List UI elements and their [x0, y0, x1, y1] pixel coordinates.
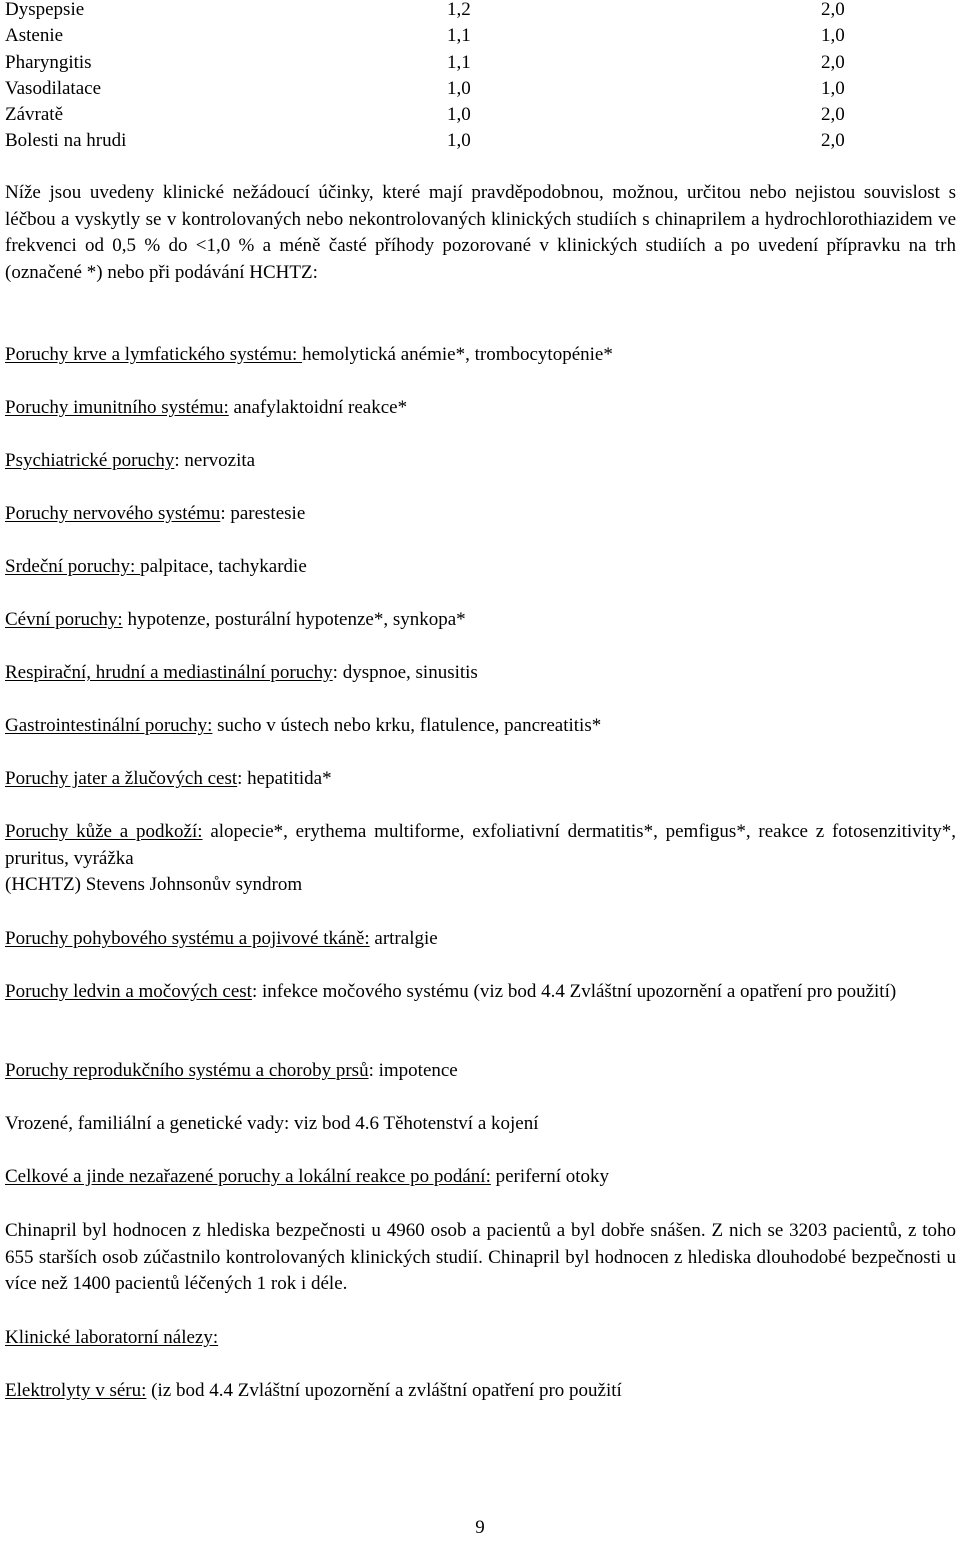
table-row	[5, 102, 956, 128]
table-row	[5, 76, 956, 102]
row-name: Bolesti na hrudi	[5, 130, 127, 151]
section-renal	[5, 979, 956, 1006]
section-text: : dyspnoe, sinusitis	[332, 662, 478, 683]
row-value-2: 1,0	[821, 25, 845, 46]
row-value-2: 2,0	[821, 130, 845, 151]
section-heading: Gastrointestinální poruchy:	[5, 715, 213, 736]
section-skin	[5, 819, 956, 872]
row-name: Dyspepsie	[5, 0, 85, 20]
section-text: : impotence	[368, 1060, 458, 1081]
section-heading: Poruchy kůže a podkoží:	[5, 821, 203, 842]
row-value-1: 1,1	[447, 25, 471, 46]
table-row	[5, 128, 956, 154]
safety-paragraph: Chinapril byl hodnocen z hlediska bezpečnosti u 4960 osob a pacientů a byl dobře snášen. Z nich se 3203 pacientů, z toho 655 starších osob zúčastnilo kontrolovaných klinických studií. Chinapril byl hodnocen z hlediska dlouhodobé bezpečnosti u více než 1400 pacientů léčených 1 rok i déle.	[5, 1220, 956, 1295]
electrolytes-section	[5, 1378, 956, 1405]
row-value-1: 1,2	[447, 0, 471, 20]
section-text: : parestesie	[220, 503, 306, 524]
row-value-2: 2,0	[821, 104, 845, 125]
section-text: : nervozita	[174, 450, 256, 471]
section-heading: Poruchy krve a lymfatického systému:	[5, 344, 303, 365]
section-congenital	[5, 1111, 956, 1138]
section-heading: Celkové a jinde nezařazené poruchy a lokální reakce po podání:	[5, 1166, 491, 1187]
section-heading: Poruchy jater a žlučových cest	[5, 768, 238, 789]
row-name: Závratě	[5, 104, 64, 125]
table-row	[5, 50, 956, 76]
section-text: palpitace, tachykardie	[140, 556, 307, 577]
intro-paragraph: Níže jsou uvedeny klinické nežádoucí účinky, které mají pravděpodobnou, možnou, určitou nebo nejistou souvislost s léčbou a vyskytly se v kontrolovaných nebo nekontrolovaných klinických studiích s chinaprilem a hydrochlorothiazidem ve frekvenci od 0,5 % do <1,0 % a méně časté příhody pozorované v klinických studiích a po uvedení přípravku na trh (označené *) nebo při podávání HCHTZ:	[5, 182, 956, 283]
section-heading: Poruchy nervového systému	[5, 503, 221, 524]
section-text: : hepatitida*	[237, 768, 332, 789]
section-reproductive	[5, 1058, 956, 1085]
section-heading: Poruchy reprodukčního systému a choroby prsů	[5, 1060, 369, 1081]
row-name: Vasodilatace	[5, 78, 102, 99]
section-text: hypotenze, posturální hypotenze*, synkopa*	[122, 609, 466, 630]
row-value-1: 1,0	[447, 78, 471, 99]
section-heading: Poruchy imunitního systému:	[5, 397, 229, 418]
section-liver	[5, 766, 956, 793]
section-text: alopecie*, erythema multiforme, exfoliativní dermatitis*, pemfigus*, reakce z fotosenzitivity*, pruritus, vyrážka	[5, 821, 956, 869]
table-row	[5, 23, 956, 49]
section-vascular	[5, 607, 956, 634]
section-respiratory	[5, 660, 956, 687]
row-value-2: 2,0	[821, 52, 845, 73]
section-general	[5, 1164, 956, 1191]
section-text: anafylaktoidní reakce*	[228, 397, 408, 418]
row-value-1: 1,1	[447, 52, 471, 73]
section-skin-extra: (HCHTZ) Stevens Johnsonův syndrom	[5, 874, 303, 895]
section-text: sucho v ústech nebo krku, flatulence, pancreatitis*	[212, 715, 602, 736]
section-text: Vrozené, familiální a genetické vady: viz bod 4.6 Těhotenství a kojení	[5, 1113, 539, 1134]
lab-findings-heading	[5, 1325, 956, 1352]
section-heading: Psychiatrické poruchy	[5, 450, 175, 471]
row-value-2: 1,0	[821, 78, 845, 99]
table-row	[5, 0, 956, 23]
section-nervous	[5, 501, 956, 528]
section-musculoskeletal	[5, 926, 956, 953]
row-value-2: 2,0	[821, 0, 845, 20]
section-gastrointestinal	[5, 713, 956, 740]
section-heading: Poruchy ledvin a močových cest	[5, 981, 252, 1002]
row-name: Pharyngitis	[5, 52, 92, 73]
section-text: : infekce močového systému (viz bod 4.4 Zvláštní upozornění a opatření pro použití)	[251, 981, 897, 1002]
page-number: 9	[475, 1517, 485, 1538]
row-name: Astenie	[5, 25, 64, 46]
electrolytes-heading: Elektrolyty v séru:	[5, 1380, 147, 1401]
section-cardiac	[5, 554, 956, 581]
electrolytes-text: (iz bod 4.4 Zvláštní upozornění a zvláštní opatření pro použití	[146, 1380, 622, 1401]
section-text: periferní otoky	[490, 1166, 610, 1187]
section-immune	[5, 395, 956, 422]
lab-heading: Klinické laboratorní nálezy:	[5, 1327, 219, 1348]
section-text: hemolytická anémie*, trombocytopénie*	[302, 344, 613, 365]
section-heading: Srdeční poruchy:	[5, 556, 141, 577]
section-blood	[5, 342, 956, 369]
section-heading: Cévní poruchy:	[5, 609, 123, 630]
section-psychiatric	[5, 448, 956, 475]
row-value-1: 1,0	[447, 130, 471, 151]
row-value-1: 1,0	[447, 104, 471, 125]
section-heading: Poruchy pohybového systému a pojivové tkáně:	[5, 928, 370, 949]
section-heading: Respirační, hrudní a mediastinální poruchy	[5, 662, 333, 683]
section-text: artralgie	[369, 928, 438, 949]
